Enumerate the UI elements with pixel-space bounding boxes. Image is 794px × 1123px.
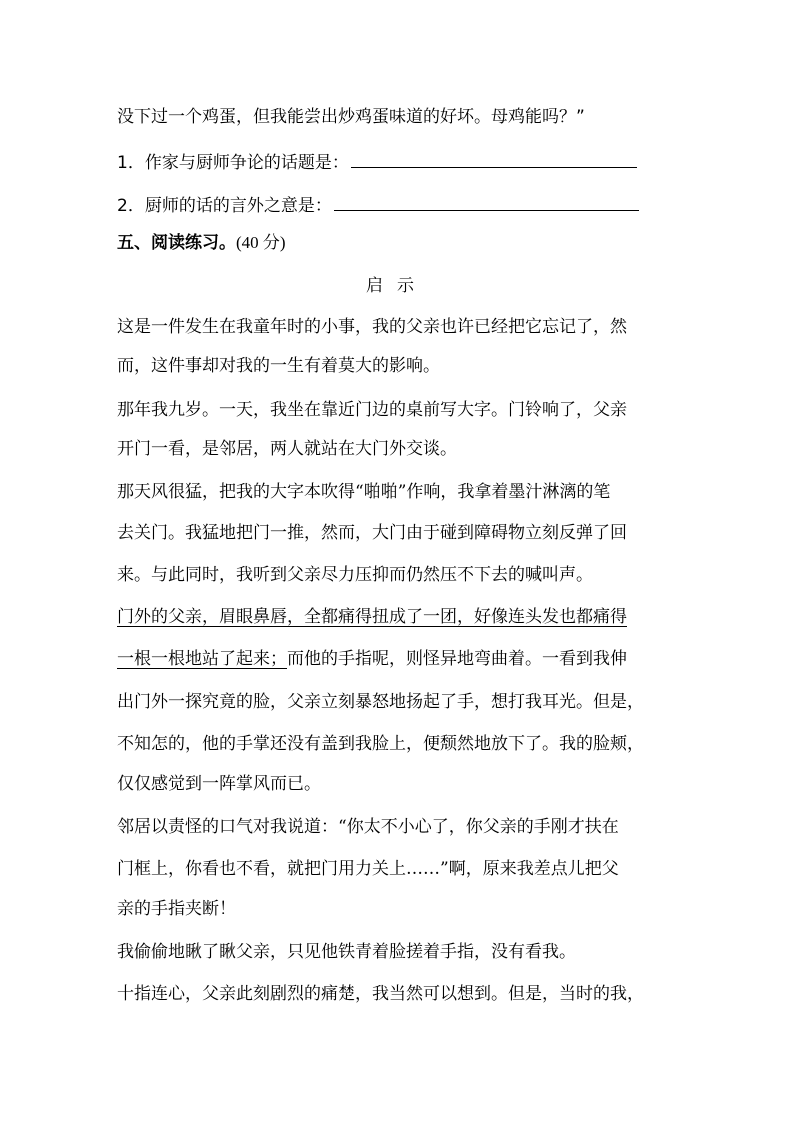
article-line: 开门一看，是邻居，两人就站在大门外交谈。: [117, 439, 457, 459]
question-2-answer-blank[interactable]: [334, 192, 639, 211]
article-line: 邻居以责怪的口气对我说道：“你太不小心了，你父亲的手刚才扶在: [117, 817, 619, 837]
question-2-label: 2．厨师的话的言外之意是：: [117, 196, 332, 216]
article-line: 我偷偷地瞅了瞅父亲，只见他铁青着脸搓着手指，没有看我。: [117, 942, 576, 962]
article-mixed-line: [117, 648, 627, 670]
section-heading: [117, 232, 286, 254]
article-line: 出门外一探究竟的脸，父亲立刻暴怒地扬起了手，想打我耳光。但是，: [117, 692, 644, 712]
article-line: 仅仅感觉到一阵掌风而已。: [117, 774, 321, 794]
article-line: 去关门。我猛地把门一推，然而，大门由于碰到障碍物立刻反弹了回: [117, 523, 627, 543]
article-line: 那年我九岁。一天，我坐在靠近门边的桌前写大字。门铃响了，父亲: [117, 400, 627, 420]
article-underlined-segment: 一根一根地站了起来；: [117, 649, 287, 669]
article-line: 亲的手指夹断！: [117, 899, 236, 919]
article-line: 门框上，你看也不看，就把门用力关上……”啊，原来我差点儿把父: [117, 859, 619, 879]
intro-carryover-line: 没下过一个鸡蛋，但我能尝出炒鸡蛋味道的好坏。母鸡能吗？”: [117, 107, 585, 127]
article-line: 那天风很猛，把我的大字本吹得“啪啪”作响，我拿着墨汁淋漓的笔: [117, 482, 611, 502]
question-1-label: 1．作家与厨师争论的话题是：: [117, 153, 349, 173]
article-line: 而，这件事却对我的一生有着莫大的影响。: [117, 356, 440, 376]
question-1-answer-blank[interactable]: [351, 149, 637, 168]
article-line: 来。与此同时，我听到父亲尽力压抑而仍然压不下去的喊叫声。: [117, 565, 593, 585]
question-1: [117, 149, 637, 174]
article-title: 启示: [366, 276, 428, 296]
question-2: [117, 192, 639, 217]
section-score: (40 分): [236, 233, 286, 252]
article-line-continuation: 而他的手指呢，则怪异地弯曲着。一看到我伸: [287, 649, 627, 669]
article-line: 这是一件发生在我童年时的小事，我的父亲也许已经把它忘记了，然: [117, 317, 627, 337]
article-underlined-line: 门外的父亲，眉眼鼻唇，全都痛得扭成了一团，好像连头发也都痛得: [117, 607, 627, 627]
article-line: 不知怎的，他的手掌还没有盖到我脸上，便颓然地放下了。我的脸颊，: [117, 734, 644, 754]
section-heading-text: 五、阅读练习。: [117, 233, 236, 253]
article-line: 十指连心，父亲此刻剧烈的痛楚，我当然可以想到。但是，当时的我，: [117, 984, 644, 1004]
